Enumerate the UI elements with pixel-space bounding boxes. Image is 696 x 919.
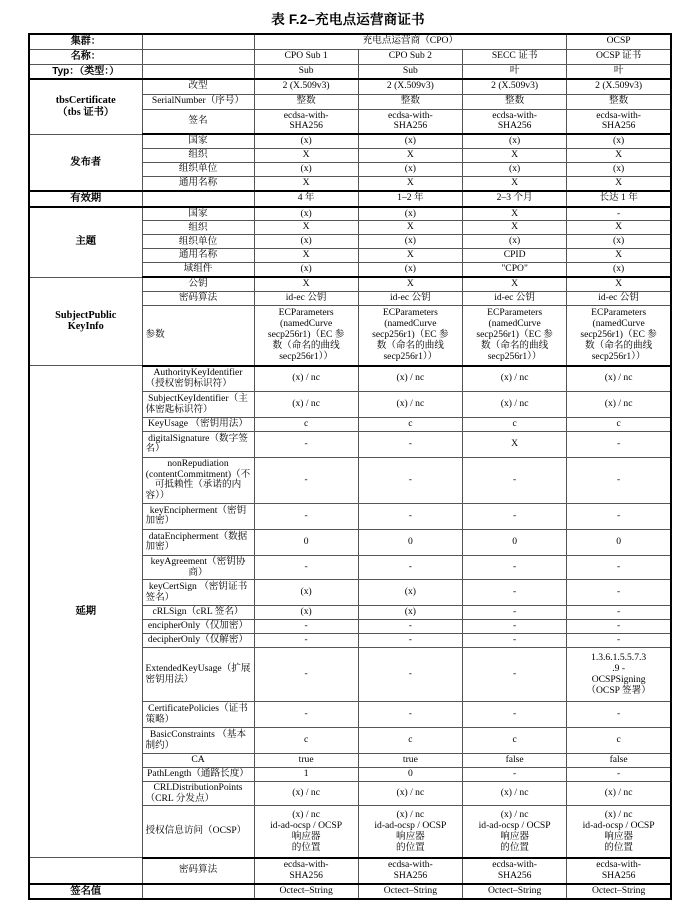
field-label-cell: 公钥 [142,277,254,291]
value-cell: 1.3.6.1.5.5.7.3 .9 - OCSPSigning （OCSP 签署） [567,648,671,702]
value-cell: (x) [358,580,462,606]
cell-cluster-ocsp: OCSP [567,34,671,49]
value-cell: 4 年 [254,191,358,207]
value-cell: X [358,149,462,163]
table-row [29,191,671,207]
value-cell: - [254,555,358,579]
field-label-cell [142,191,254,207]
cell-type-blank [142,64,254,79]
value-cell: ecdsa-with- SHA256 [254,109,358,134]
value-cell: 0 [358,529,462,555]
value-cell: 2 (X.509v3) [463,79,567,94]
value-cell: id-ec 公钥 [567,292,671,306]
value-cell: 0 [358,768,462,782]
value-cell: Octect–String [463,884,567,900]
field-label-cell: dataEncipherment（数据加密） [142,529,254,555]
value-cell: X [358,249,462,263]
value-cell: - [463,768,567,782]
table-row-type [29,64,671,79]
value-cell: (x) [463,235,567,249]
field-label-cell: 授权信息访问（OCSP） [142,806,254,858]
field-label-cell: AuthorityKeyIdentifier（授权密钥标识符） [142,366,254,392]
value-cell: (x) [254,606,358,620]
cell-name-cpo-sub2: CPO Sub 2 [358,49,462,64]
value-cell: c [254,418,358,432]
value-cell: (x) [358,163,462,177]
table-row [29,858,671,884]
value-cell: X [463,277,567,291]
field-label-cell: 签名 [142,109,254,134]
value-cell: - [567,634,671,648]
cell-type-cpo-sub1: Sub [254,64,358,79]
section-label-cell: tbsCertificate （tbs 证书） [29,79,142,134]
field-label-cell: CA [142,754,254,768]
value-cell: X [358,277,462,291]
table-row [29,79,671,94]
value-cell: (x) [567,235,671,249]
value-cell: 0 [567,529,671,555]
value-cell: false [567,754,671,768]
field-label-cell: decipherOnly（仅解密） [142,634,254,648]
value-cell: ECParameters (namedCurve secp256r1)（EC 参 数（命名的曲线 secp256r1）） [358,306,462,366]
value-cell: (x) / nc [567,366,671,392]
value-cell: (x) / nc [358,392,462,418]
field-label-cell: SerialNumber（序号） [142,94,254,109]
value-cell: c [463,728,567,754]
value-cell: - [358,648,462,702]
value-cell: 0 [463,529,567,555]
section-label-cell: SubjectPublic KeyInfo [29,277,142,365]
value-cell: Octect–String [254,884,358,900]
cell-name-ocsp: OCSP 证书 [567,49,671,64]
value-cell: 2 (X.509v3) [358,79,462,94]
value-cell: - [463,606,567,620]
value-cell: X [463,177,567,191]
field-label-cell: 组织单位 [142,163,254,177]
value-cell: X [463,221,567,235]
value-cell: 1 [254,768,358,782]
cell-name-cpo-sub1: CPO Sub 1 [254,49,358,64]
field-label-cell: 组织 [142,221,254,235]
field-label-cell: 国家 [142,134,254,148]
value-cell: - [254,457,358,503]
value-cell: (x) [254,207,358,221]
field-label-cell: CRLDistributionPoints（CRL 分发点） [142,781,254,805]
value-cell: - [463,457,567,503]
cell-cluster-blank [142,34,254,49]
value-cell: X [567,249,671,263]
value-cell: - [567,207,671,221]
value-cell: - [358,431,462,457]
field-label-cell: 通用名称 [142,177,254,191]
value-cell: - [254,648,358,702]
value-cell: (x) / nc [254,781,358,805]
value-cell: ECParameters (namedCurve secp256r1)（EC 参 数（命名的曲线 secp256r1）） [567,306,671,366]
field-label-cell: 域组件 [142,263,254,277]
value-cell: 长达 1 年 [567,191,671,207]
value-cell: - [463,702,567,728]
value-cell: X [254,149,358,163]
section-label-cell: 签名值 [29,884,142,900]
value-cell: X [567,149,671,163]
field-label-cell: 密码算法 [142,292,254,306]
value-cell: (x) [254,235,358,249]
field-label-cell: 组织 [142,149,254,163]
value-cell: X [567,277,671,291]
value-cell: - [567,555,671,579]
field-label-cell: encipherOnly（仅加密） [142,620,254,634]
table-row-cluster [29,34,671,49]
value-cell: - [463,580,567,606]
value-cell: true [254,754,358,768]
table-row [29,366,671,392]
value-cell: - [463,634,567,648]
value-cell: X [567,221,671,235]
value-cell: X [358,177,462,191]
value-cell: (x) / nc id-ad-ocsp / OCSP 响应器 的位置 [254,806,358,858]
field-label-cell: BasicConstraints （基本制约） [142,728,254,754]
section-label-cell: 发布者 [29,134,142,191]
value-cell: 0 [254,529,358,555]
value-cell: Octect–String [358,884,462,900]
page-title: 表 F.2–充电点运营商证书 [271,12,425,27]
cell-cluster-label: 集群： [29,34,142,49]
value-cell: X [463,149,567,163]
value-cell: (x) [254,134,358,148]
value-cell: Octect–String [567,884,671,900]
table-row [29,884,671,900]
value-cell: - [254,503,358,529]
field-label-cell: digitalSignature（数字签名） [142,431,254,457]
value-cell: (x) / nc [358,781,462,805]
value-cell: ecdsa-with- SHA256 [463,858,567,884]
value-cell: X [463,207,567,221]
field-label-cell: 组织单位 [142,235,254,249]
field-label-cell: ExtendedKeyUsage（扩展密钥用法） [142,648,254,702]
value-cell: - [254,431,358,457]
value-cell: 整数 [254,94,358,109]
value-cell: X [254,177,358,191]
value-cell: true [358,754,462,768]
value-cell: "CPO" [463,263,567,277]
value-cell: (x) [567,134,671,148]
value-cell: ecdsa-with- SHA256 [254,858,358,884]
value-cell: (x) [358,263,462,277]
value-cell: - [567,606,671,620]
value-cell: - [463,555,567,579]
section-label-cell: 有效期 [29,191,142,207]
value-cell: ECParameters (namedCurve secp256r1)（EC 参 数（命名的曲线 secp256r1）） [463,306,567,366]
field-label-cell: SubjectKeyIdentifier（主体密匙标识符） [142,392,254,418]
field-label-cell: cRLSign（cRL 签名） [142,606,254,620]
value-cell: c [463,418,567,432]
value-cell: 1–2 年 [358,191,462,207]
cell-type-secc: 叶 [463,64,567,79]
value-cell: - [254,620,358,634]
value-cell: X [254,221,358,235]
value-cell: - [567,503,671,529]
value-cell: (x) [567,163,671,177]
value-cell: X [567,177,671,191]
field-label-cell: 改型 [142,79,254,94]
value-cell: - [254,702,358,728]
value-cell: id-ec 公钥 [254,292,358,306]
field-label-cell: keyEncipherment（密钥加密） [142,503,254,529]
value-cell: (x) / nc [463,366,567,392]
value-cell: id-ec 公钥 [463,292,567,306]
value-cell: ECParameters (namedCurve secp256r1)（EC 参 数（命名的曲线 secp256r1）） [254,306,358,366]
value-cell: - [463,648,567,702]
table-row [29,277,671,291]
field-label-cell: nonRepudiation (contentCommitment)（不可抵赖性（承诺的内容）） [142,457,254,503]
field-label-cell: keyAgreement（密钥协商） [142,555,254,579]
field-label-cell: KeyUsage （密钥用法） [142,418,254,432]
cell-type-label: Typ：（类型：） [29,64,142,79]
table-body [29,34,671,899]
value-cell: 整数 [567,94,671,109]
certificate-profile-table [28,33,672,900]
value-cell: (x) / nc [463,392,567,418]
value-cell: (x) / nc id-ad-ocsp / OCSP 响应器 的位置 [567,806,671,858]
value-cell: - [567,431,671,457]
value-cell: - [358,503,462,529]
value-cell: 整数 [463,94,567,109]
value-cell: (x) [254,163,358,177]
field-label-cell: 通用名称 [142,249,254,263]
value-cell: - [254,634,358,648]
field-label-cell: 密码算法 [142,858,254,884]
value-cell: - [358,634,462,648]
value-cell: (x) [358,606,462,620]
value-cell: c [358,418,462,432]
value-cell: (x) [254,263,358,277]
value-cell: X [463,431,567,457]
value-cell: id-ec 公钥 [358,292,462,306]
value-cell: CPID [463,249,567,263]
section-label-cell [29,858,142,884]
value-cell: c [254,728,358,754]
value-cell: (x) / nc [567,392,671,418]
value-cell: c [567,728,671,754]
value-cell: - [463,503,567,529]
value-cell: (x) [254,580,358,606]
table-row [29,134,671,148]
value-cell: 2 (X.509v3) [567,79,671,94]
value-cell: - [567,457,671,503]
value-cell: false [463,754,567,768]
value-cell: (x) / nc [463,781,567,805]
value-cell: (x) [463,163,567,177]
cell-name-secc: SECC 证书 [463,49,567,64]
value-cell: - [463,620,567,634]
field-label-cell: keyCertSign （密钥证书签名） [142,580,254,606]
value-cell: X [358,221,462,235]
value-cell: X [254,277,358,291]
cell-type-ocsp: 叶 [567,64,671,79]
field-label-cell: CertificatePolicies（证书策略） [142,702,254,728]
value-cell: 2 (X.509v3) [254,79,358,94]
value-cell: (x) [358,235,462,249]
table-row-name [29,49,671,64]
value-cell: (x) [463,134,567,148]
value-cell: ecdsa-with- SHA256 [463,109,567,134]
value-cell: (x) / nc [254,366,358,392]
value-cell: 2–3 个月 [463,191,567,207]
value-cell: (x) [567,263,671,277]
value-cell: ecdsa-with- SHA256 [567,858,671,884]
value-cell: - [358,457,462,503]
value-cell: ecdsa-with- SHA256 [358,109,462,134]
cell-type-cpo-sub2: Sub [358,64,462,79]
value-cell: ecdsa-with- SHA256 [358,858,462,884]
cell-name-blank [142,49,254,64]
value-cell: - [567,620,671,634]
section-label-cell: 延期 [29,366,142,858]
value-cell: c [567,418,671,432]
value-cell: - [567,702,671,728]
section-label-cell: 主题 [29,207,142,278]
value-cell: (x) / nc [254,392,358,418]
cell-cluster-cpo: 充电点运营商（CPO） [254,34,567,49]
value-cell: (x) / nc id-ad-ocsp / OCSP 响应器 的位置 [358,806,462,858]
field-label-cell [142,884,254,900]
value-cell: - [358,555,462,579]
value-cell: (x) / nc [567,781,671,805]
value-cell: X [254,249,358,263]
value-cell: (x) [358,207,462,221]
value-cell: - [567,580,671,606]
value-cell: (x) / nc [358,366,462,392]
field-label-cell: 参数 [142,306,254,366]
table-row [29,207,671,221]
field-label-cell: 国家 [142,207,254,221]
value-cell: - [567,768,671,782]
value-cell: - [358,620,462,634]
value-cell: - [358,702,462,728]
cell-name-label: 名称： [29,49,142,64]
value-cell: (x) / nc id-ad-ocsp / OCSP 响应器 的位置 [463,806,567,858]
value-cell: 整数 [358,94,462,109]
value-cell: c [358,728,462,754]
value-cell: (x) [358,134,462,148]
value-cell: ecdsa-with- SHA256 [567,109,671,134]
field-label-cell: PathLength（通路长度） [142,768,254,782]
